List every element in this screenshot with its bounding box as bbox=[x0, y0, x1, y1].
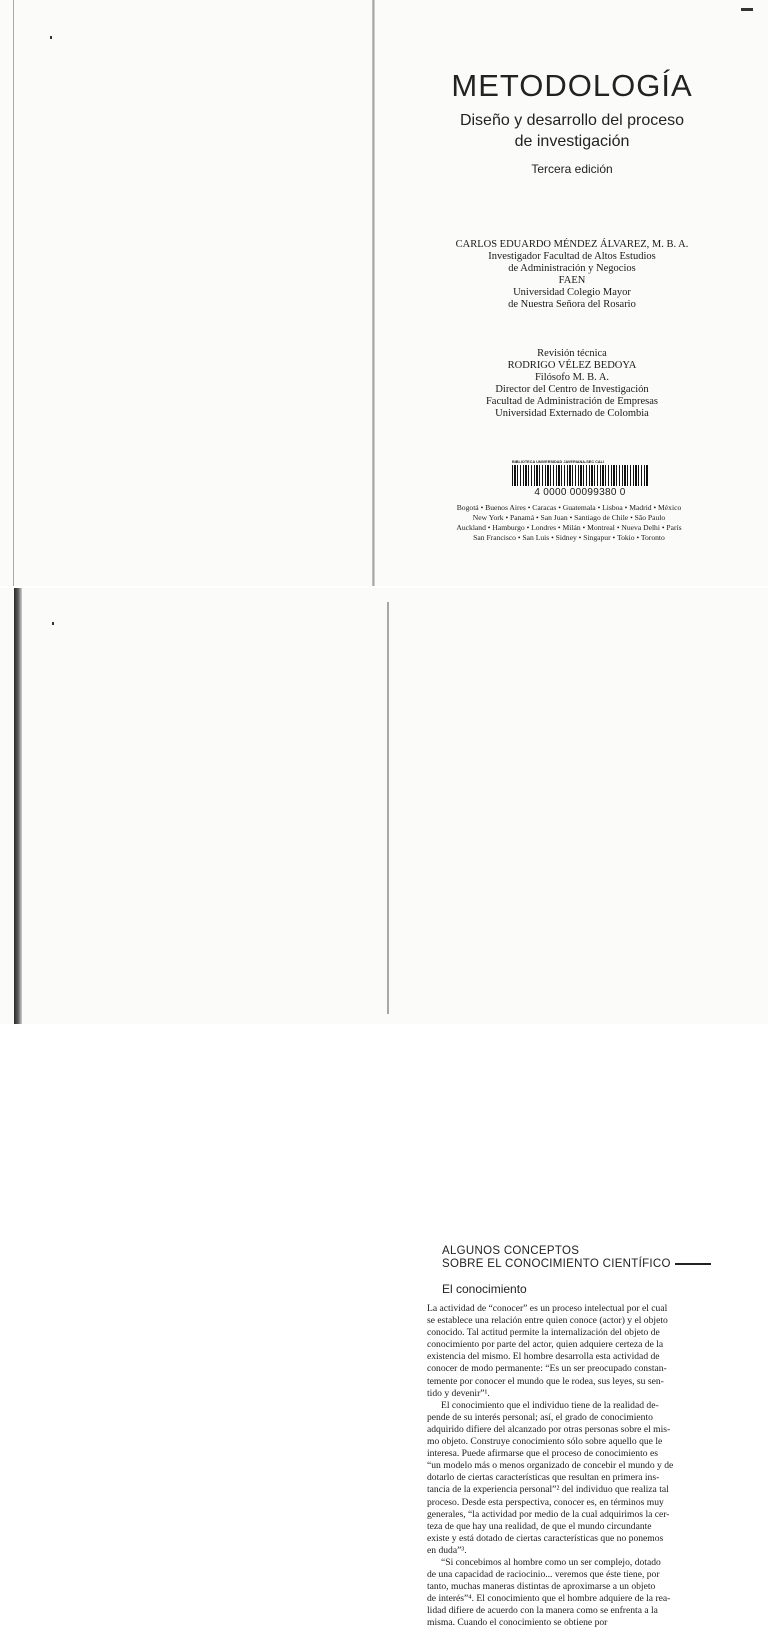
author-affiliation-line: FAEN bbox=[558, 275, 586, 286]
revision-label: Revisión técnica bbox=[537, 348, 607, 359]
left-page-edge bbox=[13, 0, 14, 586]
section-title: El conocimiento bbox=[442, 1282, 527, 1296]
cities-line: Bogotá • Buenos Aires • Caracas • Guatemala • Lisboa • Madrid • México bbox=[456, 503, 682, 512]
revision-block bbox=[376, 348, 768, 420]
author-affiliation-line: Investigador Facultad de Altos Estudios bbox=[488, 251, 656, 262]
reviewer-affiliation-line: Universidad Externado de Colombia bbox=[495, 408, 649, 419]
body-line: de una capacidad de raciocinio... veremos que éste tiene, por bbox=[427, 1569, 660, 1581]
subtitle-line: de investigación bbox=[514, 133, 630, 150]
body-line: misma. Cuando el conocimiento se obtiene por bbox=[427, 1617, 608, 1629]
body-line: generales, “la actividad por medio de la cual adquirimos la cer- bbox=[427, 1508, 670, 1520]
body-line: temente por conocer el mundo que le rodea, sus leyes, su sen- bbox=[427, 1375, 664, 1387]
barcode-caption: BIBLIOTECA UNIVERSIDAD JAVERIANA-SEC CALI bbox=[512, 460, 604, 464]
author-affiliation-line: de Administración y Negocios bbox=[508, 263, 636, 274]
reviewer-affiliation-line: Director del Centro de Investigación bbox=[495, 384, 649, 395]
body-line: tancia de la experiencia personal”² del individuo que realiza tal bbox=[427, 1484, 669, 1496]
body-line: existe y está dotado de ciertas características que no ponemos bbox=[427, 1532, 664, 1544]
body-line: conocer de modo permanente: “Es un ser preocupado constan- bbox=[427, 1363, 667, 1375]
chapter-page bbox=[0, 588, 768, 1629]
body-line: pende de su interés personal; así, el grado de conocimiento bbox=[427, 1411, 653, 1423]
library-barcode bbox=[512, 460, 648, 498]
speck-mark bbox=[52, 622, 54, 625]
barcode-number: 4 0000 00099380 0 bbox=[534, 487, 626, 498]
body-text bbox=[427, 1303, 747, 1630]
body-line: La actividad de “conocer” es un proceso intelectual por el cual bbox=[427, 1303, 668, 1314]
barcode-bars bbox=[512, 465, 648, 486]
body-line: lidad difiere de acuerdo con la manera como se enfrenta a la bbox=[427, 1605, 658, 1617]
body-line: se establece una relación entre quien conoce (actor) y el objeto bbox=[427, 1315, 668, 1327]
body-line: “Si concebimos al hombre como un ser complejo, dotado bbox=[441, 1556, 661, 1568]
author-name: CARLOS EDUARDO MÉNDEZ ÁLVAREZ, M. B. A. bbox=[455, 239, 689, 250]
page-spine bbox=[372, 0, 375, 586]
body-line: de interés”⁴. El conocimiento que el hombre adquiere de la rea- bbox=[427, 1593, 671, 1605]
body-line: existencia del mismo. El hombre desarrolla esta actividad de bbox=[427, 1351, 660, 1363]
edition-label: Tercera edición bbox=[531, 162, 613, 176]
cities-line: Auckland • Hamburgo • Londres • Milán • Montreal • Nueva Delhi • París bbox=[456, 523, 682, 532]
body-line: adquirido difiere del alcanzado por otras personas sobre el mis- bbox=[427, 1423, 671, 1435]
body-line: interesa. Puede afirmarse que el proceso de conocimiento es bbox=[427, 1448, 658, 1460]
reviewer-name: RODRIGO VÉLEZ BEDOYA bbox=[507, 360, 637, 371]
cities-line: San Francisco • San Luis • Sidney • Singapur • Tokio • Toronto bbox=[473, 533, 665, 542]
body-line: conocido. Tal actitud permite la internalización del objeto de bbox=[427, 1327, 660, 1339]
publisher-cities bbox=[414, 503, 724, 543]
author-block bbox=[376, 239, 768, 311]
cities-line: New York • Panamá • San Juan • Santiago de Chile • São Paulo bbox=[472, 513, 666, 522]
body-line: dotarlo de ciertas características que resultan en primera ins- bbox=[427, 1472, 660, 1484]
body-line: tanto, muchas maneras distintas de aproximarse a un objeto bbox=[427, 1581, 656, 1593]
body-line: “un modelo más o menos organizado de concebir el mundo y de bbox=[427, 1460, 674, 1472]
chapter-title-line: SOBRE EL CONOCIMIENTO CIENTÍFICO bbox=[442, 1258, 671, 1270]
author-affiliation-line: Universidad Colegio Mayor bbox=[513, 287, 631, 298]
title-page bbox=[0, 0, 768, 586]
body-line: conocimiento por parte del actor, quien adquiere certeza de la bbox=[427, 1339, 664, 1351]
reviewer-affiliation-line: Facultad de Administración de Empresas bbox=[485, 396, 659, 407]
body-line: El conocimiento que el individuo tiene de la realidad de- bbox=[441, 1399, 659, 1411]
chapter-title bbox=[442, 1245, 742, 1271]
book-subtitle bbox=[376, 110, 768, 152]
body-line: mo objeto. Construye conocimiento sólo sobre aquello que le bbox=[427, 1436, 663, 1448]
title-rule bbox=[675, 1263, 711, 1266]
body-line: proceso. Desde esta perspectiva, conocer es, en términos muy bbox=[427, 1496, 664, 1508]
corner-mark bbox=[741, 8, 753, 11]
subtitle-line: Diseño y desarrollo del proceso bbox=[459, 112, 685, 129]
body-line: teza de que hay una realidad, de que el mundo circundante bbox=[427, 1520, 652, 1532]
body-line: tido y devenir”¹. bbox=[427, 1387, 490, 1399]
chapter-title-line: ALGUNOS CONCEPTOS bbox=[442, 1245, 580, 1257]
page-spine bbox=[387, 602, 389, 1014]
author-affiliation-line: de Nuestra Señora del Rosario bbox=[508, 299, 636, 310]
body-line: en duda”³. bbox=[427, 1544, 467, 1556]
book-title: METODOLOGÍA bbox=[451, 68, 693, 103]
reviewer-affiliation-line: Filósofo M. B. A. bbox=[534, 372, 610, 383]
speck-mark bbox=[50, 36, 52, 39]
left-page-shadow bbox=[14, 588, 22, 1024]
